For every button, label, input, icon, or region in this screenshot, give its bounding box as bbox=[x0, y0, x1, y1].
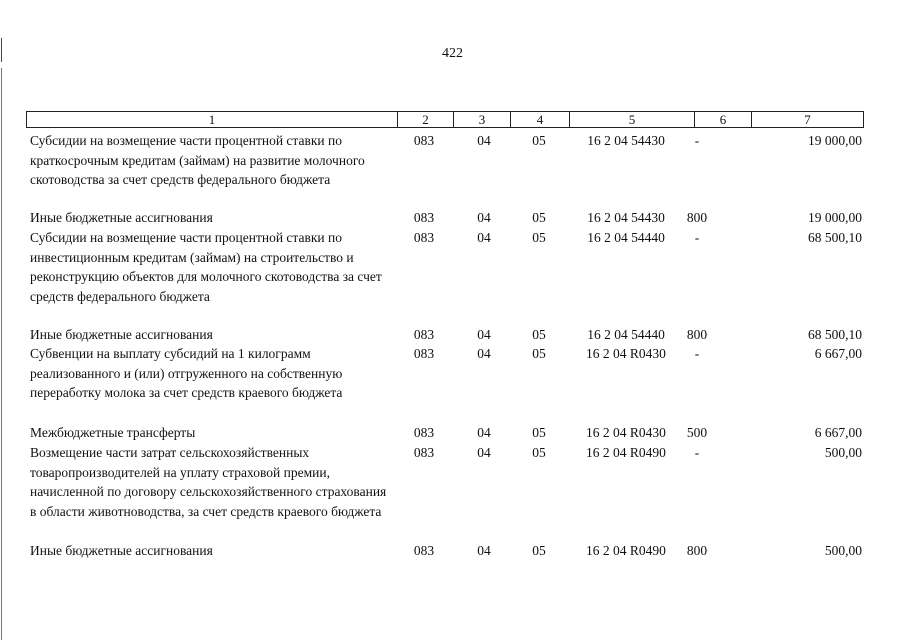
row-subsection-code: 05 bbox=[532, 327, 546, 342]
row-subsection-code: 05 bbox=[532, 543, 546, 558]
row-section-code: 04 bbox=[477, 210, 491, 225]
row-target-article: 16 2 04 R0430 bbox=[586, 346, 666, 361]
row-department-code: 083 bbox=[413, 543, 435, 558]
row-subsection-code: 05 bbox=[532, 346, 546, 361]
row-name: Возмещение части затрат сельскохозяйственных товаропроизводителей на уплату страховой премии, начисленной по договору сельскохозяйственного страхования в области животноводства, за счет средств краевого бюджета bbox=[30, 445, 387, 519]
row-expense-type: - bbox=[694, 230, 700, 245]
column-header-2: 2 bbox=[397, 112, 453, 127]
row-expense-type: 800 bbox=[686, 543, 708, 558]
row-department-code: 083 bbox=[413, 425, 435, 440]
row-department-code: 083 bbox=[413, 210, 435, 225]
row-section-code: 04 bbox=[477, 327, 491, 342]
row-target-article: 16 2 04 54430 bbox=[587, 133, 665, 148]
row-expense-type: 800 bbox=[686, 327, 708, 342]
row-expense-type: - bbox=[694, 133, 700, 148]
row-subsection-code: 05 bbox=[532, 445, 546, 460]
row-department-code: 083 bbox=[413, 346, 435, 361]
row-amount: 68 500,10 bbox=[808, 230, 862, 245]
row-amount: 6 667,00 bbox=[814, 346, 862, 361]
row-name: Иные бюджетные ассигнования bbox=[30, 210, 213, 225]
row-amount: 500,00 bbox=[824, 445, 862, 460]
row-amount: 6 667,00 bbox=[814, 425, 862, 440]
row-section-code: 04 bbox=[477, 445, 491, 460]
row-name: Межбюджетные трансферты bbox=[30, 425, 196, 440]
row-subsection-code: 05 bbox=[532, 230, 546, 245]
row-section-code: 04 bbox=[477, 133, 491, 148]
column-header-1: 1 bbox=[208, 112, 216, 127]
row-department-code: 083 bbox=[413, 230, 435, 245]
row-name: Субсидии на возмещение части процентной ставки по инвестиционным кредитам (займам) на строительство и реконструкцию объектов для молочного скотоводства за счет средств федерального бюджета bbox=[30, 230, 382, 304]
row-department-code: 083 bbox=[413, 327, 435, 342]
row-target-article: 16 2 04 54430 bbox=[587, 210, 665, 225]
page-number: 422 bbox=[442, 46, 463, 61]
row-amount: 68 500,10 bbox=[808, 327, 862, 342]
column-header-6: 6 bbox=[694, 112, 751, 127]
row-amount: 500,00 bbox=[824, 543, 862, 558]
row-section-code: 04 bbox=[477, 230, 491, 245]
row-section-code: 04 bbox=[477, 425, 491, 440]
column-header-4: 4 bbox=[510, 112, 569, 127]
row-amount: 19 000,00 bbox=[808, 210, 862, 225]
table-header bbox=[26, 111, 864, 128]
row-expense-type: 500 bbox=[686, 425, 708, 440]
row-expense-type: - bbox=[694, 445, 700, 460]
scan-edge-line bbox=[1, 68, 2, 640]
row-target-article: 16 2 04 R0430 bbox=[586, 425, 666, 440]
row-subsection-code: 05 bbox=[532, 425, 546, 440]
row-name: Иные бюджетные ассигнования bbox=[30, 543, 213, 558]
row-expense-type: 800 bbox=[686, 210, 708, 225]
row-amount: 19 000,00 bbox=[808, 133, 862, 148]
row-subsection-code: 05 bbox=[532, 210, 546, 225]
row-name: Иные бюджетные ассигнования bbox=[30, 327, 213, 342]
row-name: Субвенции на выплату субсидий на 1 килограмм реализованного и (или) отгруженного на собственную переработку молока за счет средств краевого бюджета bbox=[30, 346, 343, 400]
row-department-code: 083 bbox=[413, 133, 435, 148]
row-target-article: 16 2 04 54440 bbox=[587, 230, 665, 245]
row-target-article: 16 2 04 R0490 bbox=[586, 445, 666, 460]
column-header-5: 5 bbox=[569, 112, 694, 127]
row-department-code: 083 bbox=[413, 445, 435, 460]
row-expense-type: - bbox=[694, 346, 700, 361]
row-target-article: 16 2 04 R0490 bbox=[586, 543, 666, 558]
row-subsection-code: 05 bbox=[532, 133, 546, 148]
column-header-3: 3 bbox=[453, 112, 510, 127]
row-section-code: 04 bbox=[477, 543, 491, 558]
column-header-7: 7 bbox=[751, 112, 863, 127]
row-section-code: 04 bbox=[477, 346, 491, 361]
row-name: Субсидии на возмещение части процентной ставки по краткосрочным кредитам (займам) на развитие молочного скотоводства за счет средств федерального бюджета bbox=[30, 133, 365, 187]
row-target-article: 16 2 04 54440 bbox=[587, 327, 665, 342]
